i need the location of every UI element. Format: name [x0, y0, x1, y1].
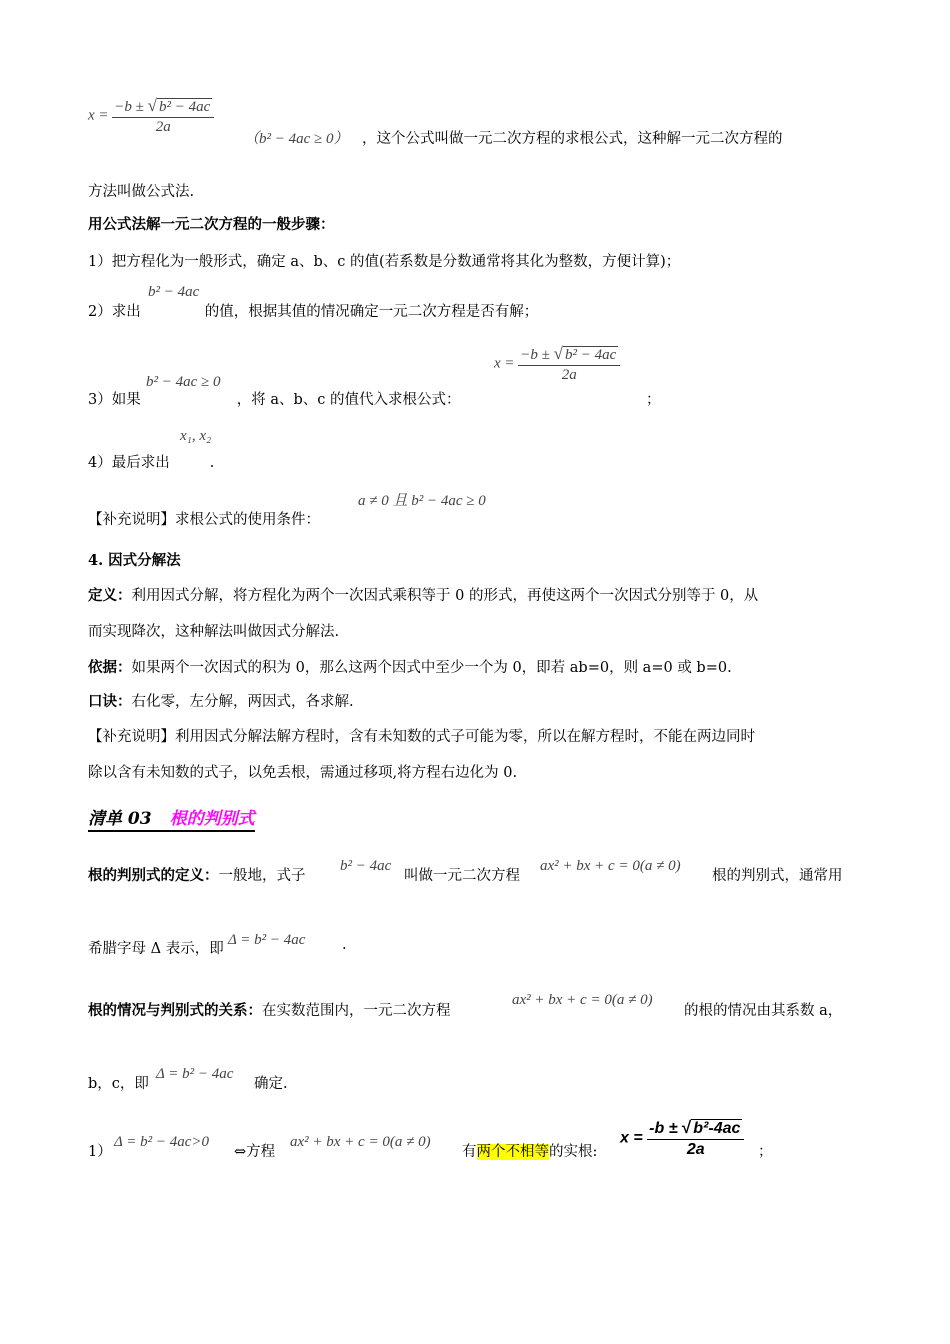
step-4-math: x₁, x₂ — [180, 428, 212, 444]
disc-def-math-2: ax² + bx + c = 0(a ≠ 0) — [540, 858, 681, 874]
step-3-end: ； — [646, 392, 661, 408]
step-4 — [88, 451, 214, 472]
formula-denominator: 2a — [155, 119, 171, 135]
case-1-equation: ax² + bx + c = 0(a ≠ 0) — [290, 1134, 431, 1150]
basis-label: 依据： — [88, 659, 132, 676]
step-3-mid: ，将 a、b、c 的值代入求根公式： — [236, 392, 461, 408]
relation-line-2: b，c，即 — [88, 1076, 149, 1092]
case-1-highlight: 两个不相等 — [476, 1144, 549, 1160]
formula-condition: （b² − 4ac ≥ 0） — [244, 131, 349, 147]
relation-math: ax² + bx + c = 0(a ≠ 0) — [512, 992, 653, 1008]
step-2-prefix: 2）求出 — [88, 304, 141, 320]
case-1-math: Δ = b² − 4ac>0 — [114, 1134, 210, 1150]
formula-x: x = — [88, 107, 109, 124]
disc-def-line-2-math: Δ = b² − 4ac — [228, 932, 306, 948]
step-3-formula: x = $\frac{\text{−b ± √ b² − 4ac}}{2a}$ — [494, 344, 620, 384]
case-1-end: ； — [758, 1144, 773, 1160]
step-4-end: . — [209, 455, 215, 471]
basis-text: 如果两个一次因式的积为 0，那么这两个因式中至少一个为 0，即若 ab=0，则 a=0 或 b=0. — [131, 660, 732, 676]
note-1: 【补充说明】求根公式的使用条件： — [88, 512, 320, 528]
relation-text-2: 的根的情况由其系数 a， — [684, 1003, 843, 1019]
relation-line-1: 根的情况与判别式的关系：在实数范围内，一元二次方程 — [88, 1002, 451, 1019]
steps-heading: 用公式法解一元二次方程的一般步骤： — [88, 216, 335, 233]
sqrt-icon: √ — [681, 1118, 692, 1137]
relation-line-2-end: 确定. — [254, 1076, 288, 1092]
disc-def-math-1: b² − 4ac — [340, 858, 392, 874]
formula-radicand: b² − 4ac — [158, 99, 211, 115]
disc-def-text-2: 叫做一元二次方程 — [404, 868, 520, 884]
note-1-math: a ≠ 0 且 b² − 4ac ≥ 0 — [358, 493, 486, 509]
quadratic-formula — [88, 96, 214, 136]
definition-line-2: 而实现降次，这种解法叫做因式分解法. — [88, 624, 340, 640]
step-3 — [88, 388, 461, 409]
sqrt-icon: √ — [553, 344, 563, 363]
section-03-prefix: 清单 03 — [88, 809, 152, 829]
section-4-title: 4. 因式分解法 — [88, 552, 181, 569]
definition-line-1 — [88, 584, 758, 605]
disc-def-line-2: 希腊字母 Δ 表示，即 — [88, 941, 224, 957]
section-03-title — [88, 804, 255, 829]
disc-def-label: 根的判别式的定义： — [88, 867, 219, 884]
note-2-line-2: 除以含有未知数的式子，以免丢根，需通过移项,将方程右边化为 0. — [88, 765, 518, 781]
step-4-prefix: 4）最后求出 — [88, 455, 170, 471]
step-2-math: b² − 4ac — [148, 284, 200, 300]
note-2-line-1: 【补充说明】利用因式分解法解方程时，含有未知数的式子可能为零，所以在解方程时，不能在两边同时 — [88, 729, 755, 745]
case-1-text: 有两个不相等的实根: — [462, 1144, 598, 1160]
relation-label: 根的情况与判别式的关系： — [88, 1002, 262, 1019]
disc-def-text-3: 根的判别式，通常用 — [712, 868, 843, 884]
definition-label: 定义： — [88, 587, 132, 604]
formula-method-line: 方法叫做公式法. — [88, 184, 195, 200]
step-1: 1）把方程化为一般形式，确定 a、b、c 的值(若系数是分数通常将其化为整数，方便计算)； — [88, 254, 681, 270]
formula-fraction — [112, 96, 214, 136]
relation-line-2-math: Δ = b² − 4ac — [156, 1066, 234, 1082]
disc-def-line-1: 根的判别式的定义：一般地，式子 — [88, 867, 306, 884]
formula-num-prefix: −b ± — [114, 99, 148, 115]
case-1-prefix: 1） — [88, 1144, 112, 1160]
mnemonic-label: 口诀： — [88, 693, 132, 710]
step-2-suffix: 的值，根据其值的情况确定一元二次方程是否有解； — [204, 304, 539, 320]
formula-description: ，这个公式叫做一元二次方程的求根公式，这种解一元二次方程的 — [362, 131, 783, 147]
section-03-name: 根的判别式 — [169, 809, 255, 829]
step-2 — [88, 300, 538, 321]
step-3-math: b² − 4ac ≥ 0 — [146, 374, 221, 390]
case-1-arrow: ⇔方程 — [234, 1144, 276, 1160]
definition-text-1: 利用因式分解，将方程化为两个一次因式乘积等于 0 的形式，再使这两个一次因式分别等于 0，从 — [131, 588, 759, 604]
mnemonic-line — [88, 690, 354, 711]
sqrt-icon: √ — [147, 96, 157, 115]
disc-def-line-2-end: . — [342, 937, 347, 953]
basis-line — [88, 656, 732, 677]
section-03-underline — [88, 830, 255, 832]
mnemonic-text: 右化零，左分解，两因式，各求解. — [131, 694, 354, 710]
step-3-prefix: 3）如果 — [88, 392, 141, 408]
case-1-formula: x = $\frac{\text{-b ± √ b²-4ac}}{2a}$ — [620, 1118, 744, 1159]
